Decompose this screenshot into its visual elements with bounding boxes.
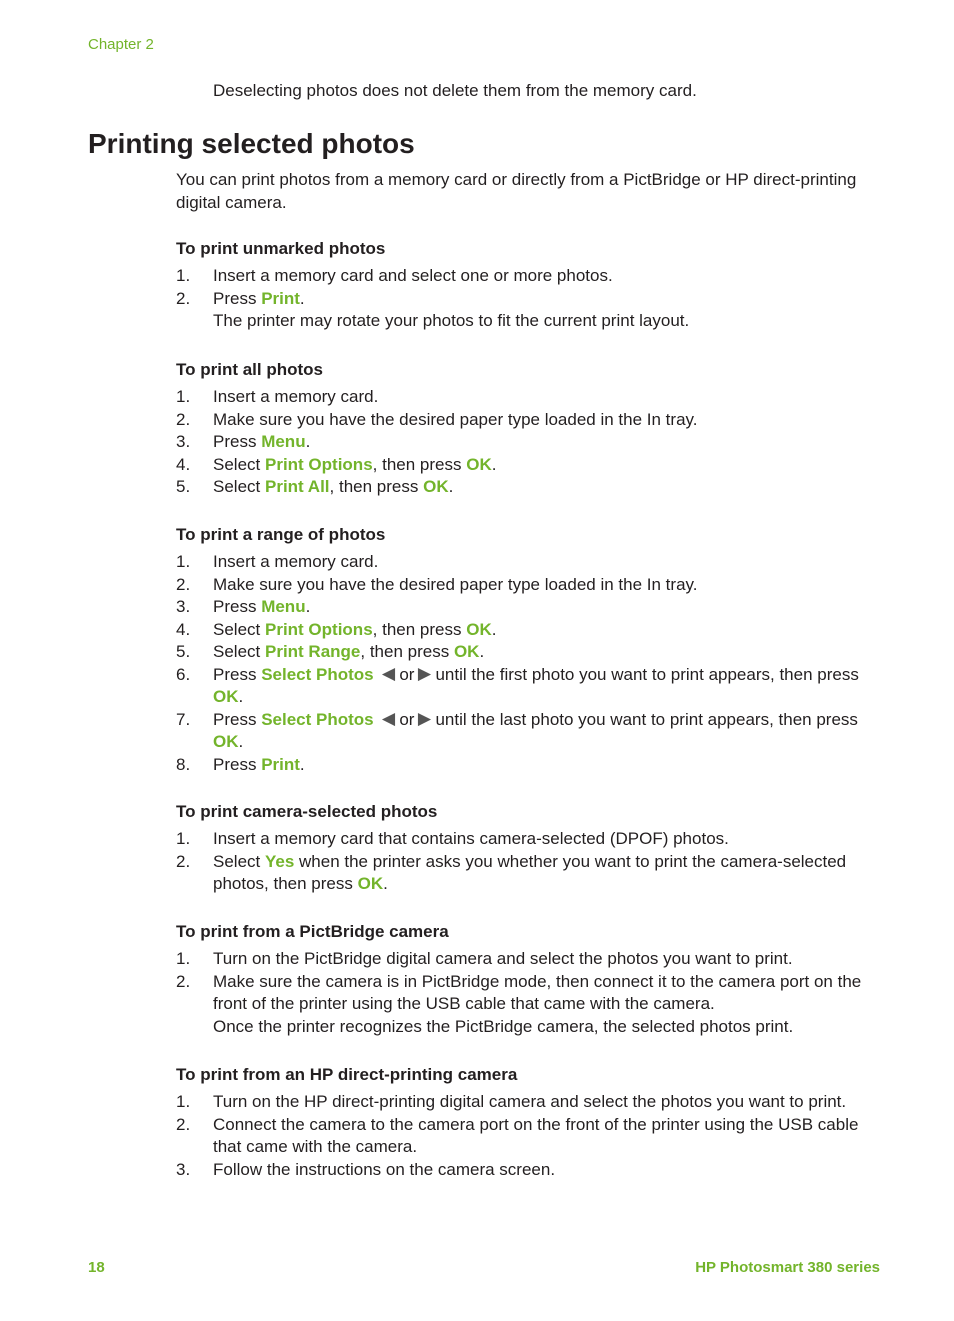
button-label: Print Options: [264, 454, 373, 474]
page-number: 18: [88, 1259, 105, 1276]
step-item: [176, 619, 876, 642]
step-text: Select: [213, 642, 265, 661]
button-label: Print All: [264, 477, 330, 496]
step-text: Press: [213, 288, 262, 308]
step-text: Press: [213, 709, 262, 729]
step-item: [176, 828, 876, 851]
steps-list: [176, 1091, 876, 1181]
step-item: [176, 409, 876, 432]
section-heading: To print a range of photos: [176, 525, 386, 544]
button-label: OK: [466, 619, 492, 639]
step-item: [176, 641, 876, 664]
chapter-label: Chapter 2: [88, 36, 154, 53]
step-text: Make sure you have the desired paper type loaded in the In tray.: [213, 409, 698, 429]
left-arrow-icon: [381, 712, 396, 727]
steps-list: [176, 828, 876, 896]
step-number: 3.: [176, 1159, 191, 1179]
step-number: 1.: [176, 266, 191, 285]
step-text: Insert a memory card and select one or more photos.: [213, 266, 613, 285]
step-text: Press: [213, 597, 262, 616]
step-text: , then press: [372, 619, 467, 639]
button-label: Yes: [264, 851, 295, 871]
step-item: [176, 288, 876, 333]
step-text: Turn on the HP direct-printing digital camera and select the photos you want to print.: [213, 1092, 847, 1111]
step-text: Select: [213, 851, 265, 871]
step-text: .: [491, 454, 497, 474]
step-number: 3.: [176, 432, 191, 451]
step-number: 7.: [176, 709, 191, 729]
section-pictbridge-camera: [176, 921, 876, 1038]
step-text: [374, 710, 379, 729]
right-arrow-icon: [417, 712, 432, 727]
step-number: 2.: [176, 1114, 191, 1134]
right-arrow-icon: [417, 667, 432, 682]
step-text: .: [238, 732, 244, 751]
page-title: Printing selected photos: [88, 128, 415, 159]
section-unmarked-photos: [176, 238, 876, 333]
step-note: The printer may rotate your photos to fit the current print layout.: [213, 311, 690, 330]
section-heading: To print camera-selected photos: [176, 802, 438, 821]
button-label: Print Options: [264, 619, 373, 639]
button-label: OK: [213, 687, 239, 706]
step-text: .: [305, 597, 311, 616]
button-label: Menu: [261, 432, 306, 451]
section-heading: To print unmarked photos: [176, 239, 386, 258]
deselect-note: Deselecting photos does not delete them from the memory card.: [213, 81, 697, 100]
step-text: , then press: [360, 642, 454, 661]
step-text: .: [448, 477, 454, 496]
step-text: Select: [213, 477, 265, 496]
button-label: OK: [453, 642, 480, 661]
step-number: 6.: [176, 664, 191, 684]
step-item: [176, 265, 876, 288]
section-heading: To print from a PictBridge camera: [176, 922, 449, 941]
step-item: [176, 709, 876, 754]
step-number: 3.: [176, 597, 191, 616]
step-number: 2.: [176, 574, 191, 594]
step-item: [176, 1159, 876, 1182]
step-item: [176, 851, 876, 896]
step-item: [176, 431, 876, 454]
step-item: [176, 754, 876, 777]
step-text: or: [399, 664, 415, 684]
step-number: 1.: [176, 829, 191, 848]
step-text: Select: [213, 454, 265, 474]
step-number: 2.: [176, 409, 191, 429]
product-name: HP Photosmart 380 series: [695, 1259, 880, 1276]
button-label: Select Photos: [261, 664, 374, 684]
step-text: Insert a memory card that contains camera-selected (DPOF) photos.: [213, 829, 729, 848]
section-heading: To print from an HP direct-printing camera: [176, 1065, 518, 1084]
step-number: 8.: [176, 754, 191, 774]
step-number: 1.: [176, 387, 191, 406]
section-range-photos: [176, 524, 876, 776]
step-item: [176, 574, 876, 597]
button-label: Print: [261, 288, 300, 308]
step-text: Turn on the PictBridge digital camera and select the photos you want to print.: [213, 949, 793, 968]
step-number: 1.: [176, 552, 191, 571]
step-text: , then press: [372, 454, 467, 474]
step-text: .: [299, 754, 305, 774]
step-text: Press: [213, 754, 262, 774]
section-camera-selected-photos: [176, 801, 876, 896]
step-number: 5.: [176, 642, 191, 661]
step-item: [176, 948, 876, 971]
step-text: Press: [213, 664, 262, 684]
step-number: 4.: [176, 619, 191, 639]
left-arrow-icon: [381, 667, 396, 682]
button-label: OK: [466, 454, 492, 474]
step-text: Follow the instructions on the camera screen.: [213, 1159, 556, 1179]
section-heading: To print all photos: [176, 360, 323, 379]
button-label: Print Range: [264, 642, 361, 661]
step-text: or: [399, 709, 415, 729]
steps-list: [176, 551, 876, 776]
step-item: [176, 596, 876, 619]
step-text: Connect the camera to the camera port on the front of the printer using the USB cable that came with the camera.: [213, 1114, 859, 1156]
step-text: .: [238, 687, 244, 706]
steps-list: [176, 386, 876, 499]
step-item: [176, 386, 876, 409]
step-number: 4.: [176, 454, 191, 474]
step-number: 2.: [176, 851, 191, 871]
step-text: .: [305, 432, 311, 451]
step-item: [176, 664, 876, 709]
step-item: [176, 476, 876, 499]
step-item: [176, 454, 876, 477]
step-text: .: [299, 288, 305, 308]
step-number: 1.: [176, 949, 191, 968]
button-label: Select Photos: [261, 709, 374, 729]
button-label: OK: [423, 477, 449, 496]
step-text: Press: [213, 432, 262, 451]
step-number: 2.: [176, 288, 191, 308]
button-label: Menu: [261, 597, 306, 616]
step-text: until the first photo you want to print appears, then press: [435, 664, 859, 684]
step-text: , then press: [329, 477, 424, 496]
step-number: 1.: [176, 1092, 191, 1111]
step-text: Make sure you have the desired paper type loaded in the In tray.: [213, 574, 698, 594]
section-all-photos: [176, 359, 876, 499]
section-hp-direct-camera: [176, 1064, 876, 1181]
step-item: [176, 971, 876, 1039]
step-text: [374, 665, 379, 684]
step-item: [176, 1091, 876, 1114]
button-label: Print: [261, 754, 300, 774]
step-text: .: [491, 619, 497, 639]
step-number: 5.: [176, 477, 191, 496]
steps-list: [176, 948, 876, 1038]
button-label: OK: [357, 874, 384, 893]
step-text: Select: [213, 619, 265, 639]
step-text: .: [479, 642, 485, 661]
steps-list: [176, 265, 876, 333]
step-text: .: [383, 874, 388, 893]
step-item: [176, 1114, 876, 1159]
step-text: Insert a memory card.: [213, 552, 379, 571]
step-number: 2.: [176, 971, 191, 991]
step-text: until the last photo you want to print appears, then press: [435, 709, 858, 729]
step-text: Insert a memory card.: [213, 387, 379, 406]
step-text: Make sure the camera is in PictBridge mode, then connect it to the camera port on the front of the printer using the USB cable that came with the camera.: [213, 971, 862, 1013]
step-note: Once the printer recognizes the PictBridge camera, the selected photos print.: [213, 1016, 794, 1036]
button-label: OK: [213, 732, 239, 751]
step-item: [176, 551, 876, 574]
step-text: when the printer asks you whether you want to print the camera-selected photos, then press: [213, 851, 847, 893]
intro-paragraph: You can print photos from a memory card or directly from a PictBridge or HP direct-printing digital camera.: [176, 170, 857, 212]
